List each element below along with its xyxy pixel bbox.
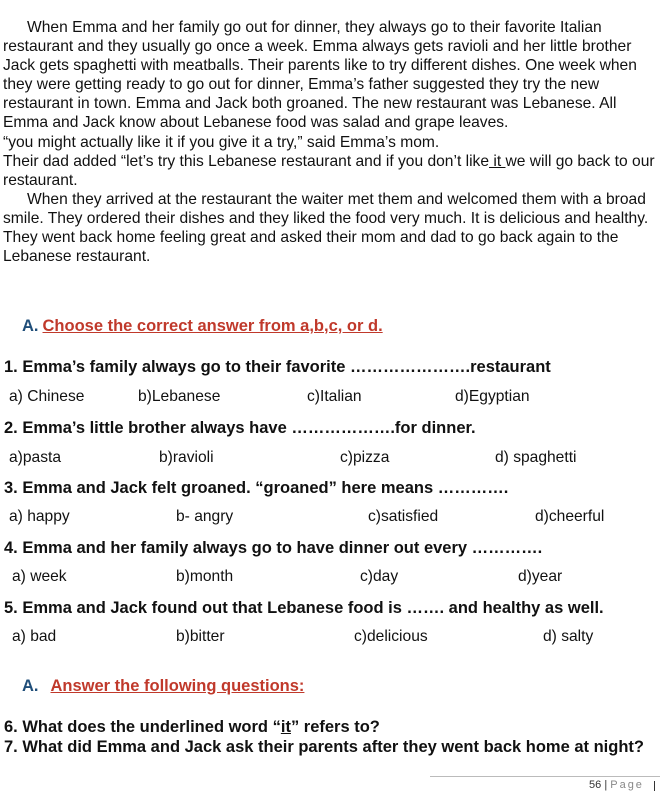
section-b-title: Answer the following questions:: [50, 677, 305, 695]
page-number: 56: [589, 779, 602, 791]
question-1: 1. Emma’s family always go to their favorite ………………….restaurant: [4, 358, 551, 376]
section-b-heading: [22, 677, 304, 696]
question-6: [4, 717, 656, 737]
story-paragraph-4: When they arrived at the restaurant the waiter met them and welcomed them with a broad smile. They ordered their dishes and they liked the food very much. It is delicious and healthy. They went back home feeling great and asked their mom and dad to go back again to the Lebanese restaurant.: [3, 190, 649, 266]
footer-divider: [430, 776, 660, 777]
underlined-word-it: it: [489, 152, 506, 170]
section-b-letter: A.: [22, 677, 39, 695]
question-3: 3. Emma and Jack felt groaned. “groaned” here means ………….: [4, 479, 509, 497]
option-5c: c)delicious: [354, 628, 428, 645]
question-7: 7. What did Emma and Jack ask their parents after they went back home at night?: [4, 738, 644, 756]
option-1b: b)Lebanese: [138, 388, 221, 405]
margin-bar: [654, 781, 655, 791]
question-6-end: ” refers to?: [290, 718, 380, 736]
option-4b: b)month: [176, 568, 234, 585]
option-4a: a) week: [12, 568, 67, 585]
question-4-options: [0, 568, 660, 588]
question-6-start: 6. What does the underlined word “: [4, 718, 281, 736]
option-5b: b)bitter: [176, 628, 225, 645]
reading-passage: [3, 18, 655, 266]
option-5d: d) salty: [543, 628, 594, 645]
option-3c: c)satisfied: [368, 508, 439, 525]
story-paragraph-3: [3, 152, 655, 190]
story-paragraph-3-start: Their dad added “let’s try this Lebanese restaurant and if you don’t like: [3, 152, 490, 170]
option-2b: b)ravioli: [159, 449, 214, 466]
question-2: 2. Emma’s little brother always have ……………….for dinner.: [4, 419, 476, 437]
page-separator: |: [604, 779, 608, 791]
story-paragraph-2: “you might actually like it if you give it a try,” said Emma’s mom.: [3, 133, 440, 151]
story-paragraph-1: When Emma and her family go out for dinner, they always go to their favorite Italian restaurant and they usually go once a week. Emma always gets ravioli and her little brother Jack gets spaghetti with meatballs. Their parents like to try different dishes. One week when they were getting ready to go out for dinner, Emma’s father suggested they try the new restaurant in town. Emma and Jack both groaned. The new restaurant was Lebanese. All Emma and Jack know about Lebanese food was salad and grape leaves.: [3, 19, 637, 132]
option-2c: c)pizza: [340, 449, 390, 466]
option-2a: a)pasta: [9, 449, 62, 466]
section-a-heading: [22, 317, 383, 336]
option-4c: c)day: [360, 568, 399, 585]
question-2-options: [0, 449, 660, 469]
question-6-word: it: [280, 718, 291, 736]
option-4d: d)year: [518, 568, 563, 585]
option-1c: c)Italian: [307, 388, 362, 405]
option-2d: d) spaghetti: [495, 449, 577, 466]
option-1d: d)Egyptian: [455, 388, 530, 405]
option-5a: a) bad: [12, 628, 57, 645]
question-1-options: [0, 388, 660, 408]
option-3b: b- angry: [176, 508, 234, 525]
question-3-options: [0, 508, 660, 528]
section-a-letter: A.: [22, 317, 39, 335]
question-4: 4. Emma and her family always go to have dinner out every ………….: [4, 539, 543, 557]
section-a-title: Choose the correct answer from a,b,c, or d.: [42, 317, 383, 335]
question-5: 5. Emma and Jack found out that Lebanese food is ……. and healthy as well.: [4, 599, 604, 617]
page-footer: [589, 779, 644, 791]
option-3d: d)cheerful: [535, 508, 605, 525]
question-5-options: [0, 628, 660, 648]
option-3a: a) happy: [9, 508, 70, 525]
option-1a: a) Chinese: [9, 388, 85, 405]
story-paragraph-3-end: we will go back to our restaurant.: [3, 152, 655, 189]
page-label: Page: [610, 779, 644, 791]
